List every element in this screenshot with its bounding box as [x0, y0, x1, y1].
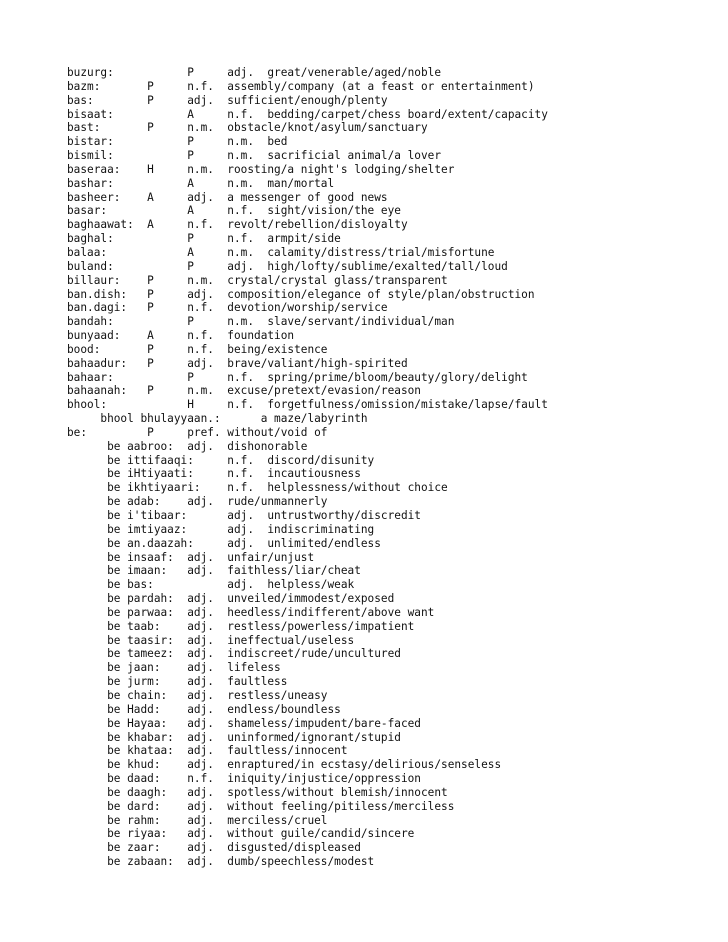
glossary-line: be i'tibaar: adj. untrustworthy/discredit — [67, 509, 421, 522]
glossary-line: be Hadd: adj. endless/boundless — [67, 702, 341, 716]
glossary-line: billaur: P n.m. crystal/crystal glass/transparent — [67, 273, 448, 287]
glossary-line: be rahm: adj. merciless/cruel — [67, 813, 328, 827]
glossary-line: basar: A n.f. sight/vision/the eye — [67, 204, 401, 218]
glossary-line: buzurg: P adj. great/venerable/aged/noble — [67, 66, 442, 79]
glossary-line: be insaaf: adj. unfair/unjust — [67, 550, 315, 564]
glossary-line: be ittifaaqi: n.f. discord/disunity — [67, 453, 375, 467]
glossary-line: be dard: adj. without feeling/pitiless/merciless — [67, 799, 455, 813]
glossary-line: be aabroo: adj. dishonorable — [67, 439, 308, 453]
glossary-line: be taasir: adj. ineffectual/useless — [67, 633, 355, 647]
glossary-line: be khabar: adj. uninformed/ignorant/stupid — [67, 730, 401, 744]
glossary-line: bahaar: P n.f. spring/prime/bloom/beauty/glory/delight — [67, 370, 528, 384]
glossary-line: be iHtiyaati: n.f. incautiousness — [67, 467, 361, 481]
glossary-line: be riyaa: adj. without guile/candid/sincere — [67, 827, 415, 841]
glossary-line: bazm: P n.f. assembly/company (at a feast or entertainment) — [67, 79, 535, 93]
glossary-line: be chain: adj. restless/uneasy — [67, 688, 328, 702]
glossary-line: be bas: adj. helpless/weak — [67, 578, 355, 592]
glossary-line: basheer: A adj. a messenger of good news — [67, 190, 388, 204]
glossary-line: baghal: P n.f. armpit/side — [67, 232, 341, 246]
glossary-line: be jurm: adj. faultless — [67, 675, 288, 689]
glossary-line: be taab: adj. restless/powerless/impatient — [67, 619, 415, 633]
glossary-page — [67, 66, 717, 869]
glossary-line: bhool bhulayyaan.: a maze/labyrinth — [67, 412, 368, 426]
glossary-line: be ikhtiyaari: n.f. helplessness/without choice — [67, 481, 448, 495]
glossary-line: be tameez: adj. indiscreet/rude/uncultured — [67, 647, 401, 661]
glossary-line: be an.daazah: adj. unlimited/endless — [67, 536, 381, 550]
glossary-line: ban.dagi: P n.f. devotion/worship/service — [67, 301, 388, 315]
glossary-line: balaa: A n.m. calamity/distress/trial/misfortune — [67, 245, 495, 259]
glossary-line: bood: P n.f. being/existence — [67, 342, 328, 356]
glossary-line: bhool: H n.f. forgetfulness/omission/mistake/lapse/fault — [67, 398, 548, 412]
glossary-line: be imtiyaaz: adj. indiscriminating — [67, 522, 375, 536]
glossary-line: bunyaad: A n.f. foundation — [67, 329, 295, 343]
glossary-line: bast: P n.m. obstacle/knot/asylum/sanctuary — [67, 121, 428, 135]
glossary-line: bistar: P n.m. bed — [67, 135, 288, 149]
glossary-line: baghaawat: A n.f. revolt/rebellion/disloyalty — [67, 218, 408, 232]
glossary-line: baseraa: H n.m. roosting/a night's lodging/shelter — [67, 162, 455, 176]
glossary-line: bismil: P n.m. sacrificial animal/a lover — [67, 149, 442, 163]
glossary-line: be daagh: adj. spotless/without blemish/innocent — [67, 785, 448, 799]
glossary-line: be Hayaa: adj. shameless/impudent/bare-faced — [67, 716, 421, 730]
glossary-line: ban.dish: P adj. composition/elegance of style/plan/obstruction — [67, 287, 535, 301]
glossary-line: bandah: P n.m. slave/servant/individual/man — [67, 315, 455, 329]
glossary-line: be khud: adj. enraptured/in ecstasy/delirious/senseless — [67, 758, 502, 772]
glossary-line: be: P pref. without/void of — [67, 425, 328, 439]
glossary-line: buland: P adj. high/lofty/sublime/exalted/tall/loud — [67, 259, 508, 273]
glossary-line: be parwaa: adj. heedless/indifferent/above want — [67, 605, 435, 619]
glossary-line: bahaanah: P n.m. excuse/pretext/evasion/reason — [67, 384, 421, 398]
glossary-line: be pardah: adj. unveiled/immodest/exposed — [67, 592, 395, 606]
glossary-line: be imaan: adj. faithless/liar/cheat — [67, 564, 361, 578]
glossary-line: bahaadur: P adj. brave/valiant/high-spirited — [67, 356, 408, 370]
glossary-line: bas: P adj. sufficient/enough/plenty — [67, 93, 388, 107]
glossary-line: be daad: n.f. iniquity/injustice/oppression — [67, 772, 421, 786]
glossary-line: be khataa: adj. faultless/innocent — [67, 744, 348, 758]
glossary-line: be jaan: adj. lifeless — [67, 661, 281, 675]
glossary-line: bisaat: A n.f. bedding/carpet/chess board/extent/capacity — [67, 107, 548, 121]
glossary-line: be zabaan: adj. dumb/speechless/modest — [67, 855, 375, 869]
glossary-line: bashar: A n.m. man/mortal — [67, 176, 335, 190]
glossary-line: be adab: adj. rude/unmannerly — [67, 495, 328, 509]
glossary-line: be zaar: adj. disgusted/displeased — [67, 841, 361, 855]
